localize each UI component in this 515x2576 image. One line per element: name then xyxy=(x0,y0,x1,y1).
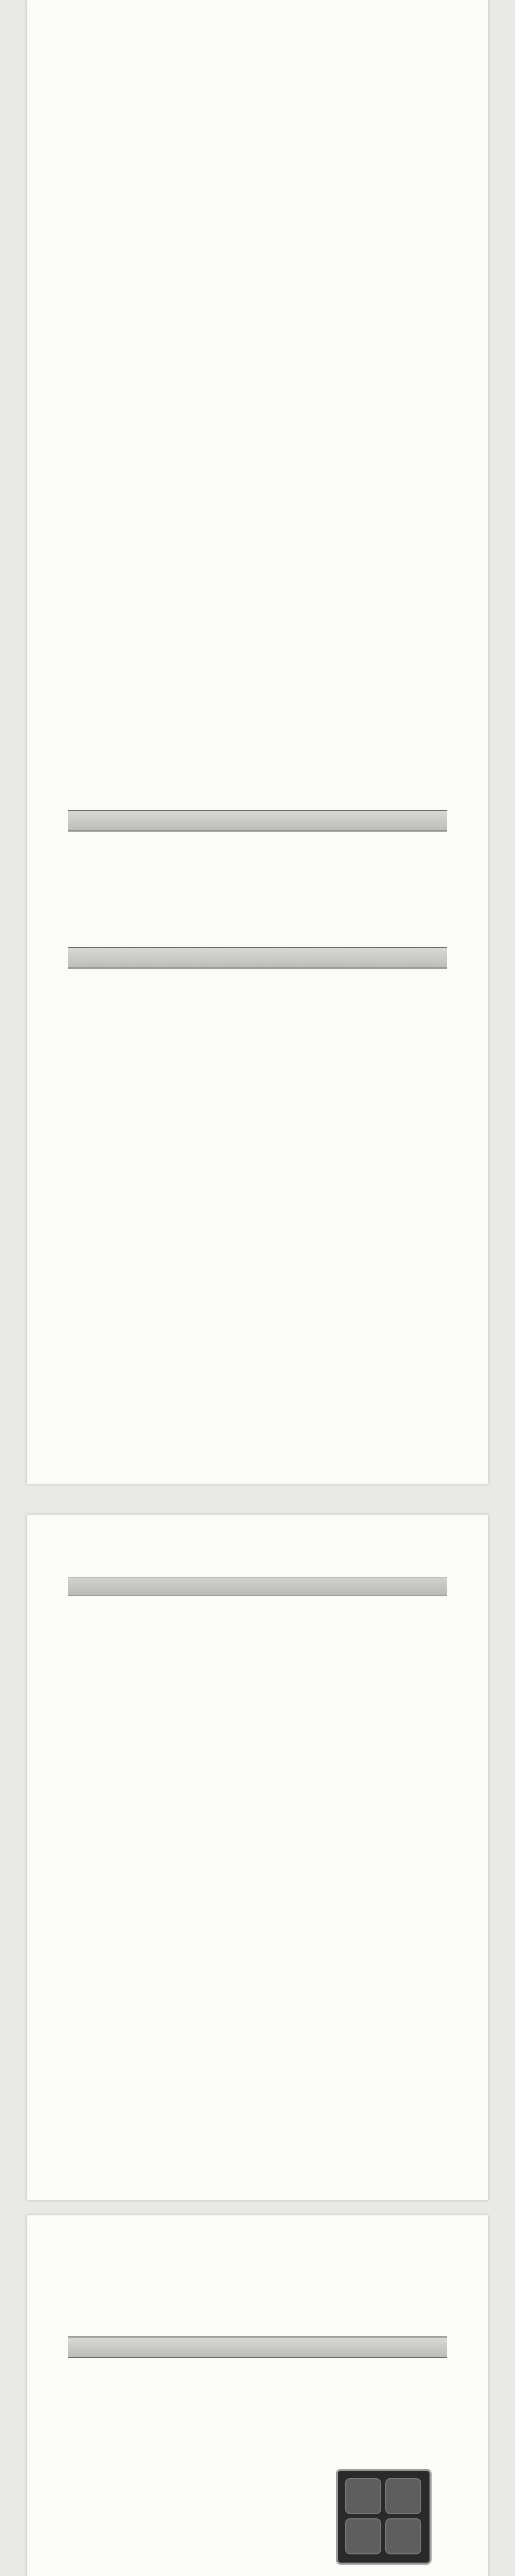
key-function-table xyxy=(89,2456,315,2576)
key-panel-figure xyxy=(336,2469,432,2565)
section-composition xyxy=(68,810,447,832)
precautions-body xyxy=(67,124,448,138)
section-instruction-for-use xyxy=(68,2336,447,2358)
section-performance-characteristics xyxy=(68,1578,447,1596)
return-key[interactable] xyxy=(385,2478,421,2514)
left-key[interactable] xyxy=(345,2518,381,2554)
ok-key[interactable] xyxy=(345,2478,381,2514)
right-key[interactable] xyxy=(385,2518,421,2554)
section-technical-parameter xyxy=(68,947,447,969)
manual-page-precautions xyxy=(27,0,488,1484)
manual-page-performance xyxy=(27,1515,488,2200)
manual-page-operating xyxy=(27,2215,488,2576)
